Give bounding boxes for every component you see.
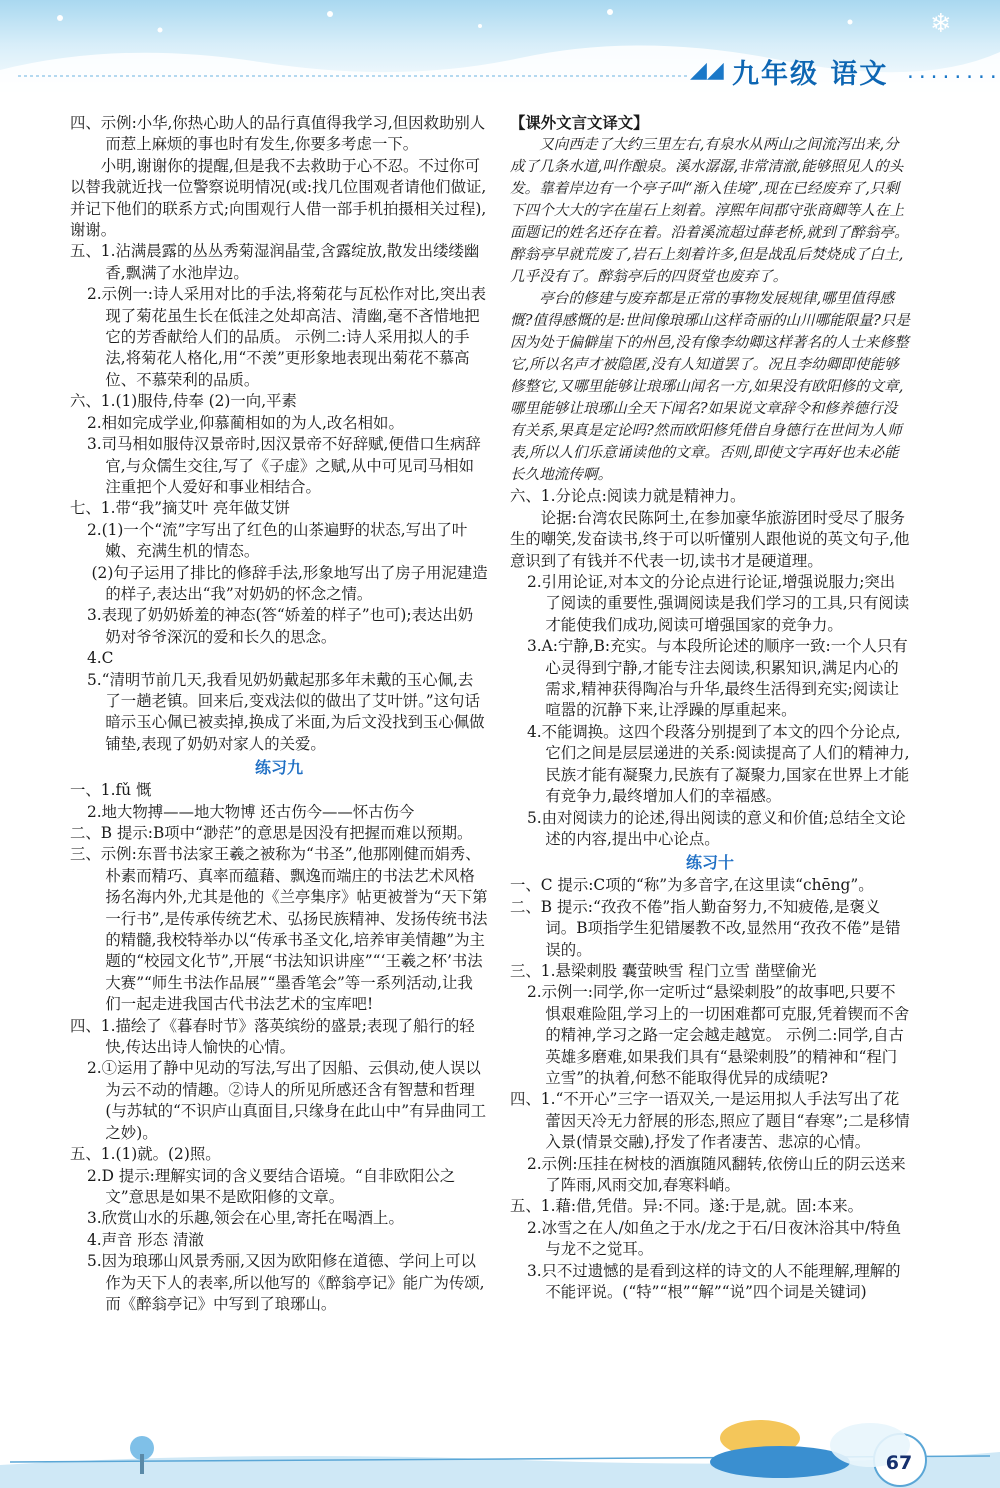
answer-paragraph: 论据:台湾农民陈阿土,在参加豪华旅游团时受尽了服务生的嘲笑,发奋读书,终于可以听懂别人跟他说的英文句子,他意识到了有钱并不代表一切,读书才是硬道理。 — [510, 508, 910, 570]
answer-paragraph: 六、1.(1)服侍,侍奉 (2)一向,平素 — [70, 392, 297, 411]
answer-paragraph: 2.相如完成学业,仰慕蔺相如的为人,改名相如。 — [86, 413, 404, 432]
section-heading: 练习九 — [254, 758, 303, 778]
header-title: 九年级 语文 — [732, 59, 889, 90]
answer-paragraph: 三、示例:东晋书法家王羲之被称为“书圣”,他那刚健而娟秀、朴素而精巧、真率而蕴藉、飘逸而端庄的书法艺术风格扬名海内外,尤其是他的《兰亭集序》帖更被誉为“天下第一行书”,是传承传统艺术、弘扬民族精神、发扬传统书法的精髓,我校特举办以“传承书圣文化,培养审美情趣”为主题的“校园文化节”,开展“书法知识讲座”“‘王羲之杯’书法大赛”“师生书法作品展”“墨香笔会”等一系列活动,让我们一起走进我国古代书法艺术的宝库吧! — [70, 845, 488, 1014]
answer-paragraph: 5.因为琅琊山风景秀丽,又因为欧阳修在道德、学问上可以作为天下人的表率,所以他写的《醉翁亭记》能广为传颂,而《醉翁亭记》中写到了琅琊山。 — [86, 1252, 485, 1313]
answer-paragraph: 又向西走了大约三里左右,有泉水从两山之间流泻出来,分成了几条水道,叫作酿泉。溪水潺潺,非常清澈,能够照见人的头发。靠着岸边有一个亭子叫“渐入佳境”,现在已经废弃了,只剩下四个大大的字在崖石上刻着。淳熙年间郡守张商卿等人在上面题记的姓名还存在着。沿着溪流超过薛老桥,就到了醉翁亭。醉翁亭早就荒废了,岩石上刻着许多,但是战乱后焚烧成了白土,几乎没有了。醉翁亭后的四贤堂也废弃了。 — [510, 136, 909, 286]
answer-paragraph: (2)句子运用了排比的修辞手法,形象地写出了房子用泥建造的样子,表达出“我”对奶奶的怀念之情。 — [91, 563, 488, 603]
answer-paragraph: 2.示例:压挂在树枝的酒旗随风翻转,依傍山丘的阴云送来了阵雨,风雨交加,春寒料峭。 — [526, 1154, 906, 1194]
right-column — [510, 113, 910, 1303]
answer-paragraph: 3.表现了奶奶娇羞的神态(答“娇羞的样子”也可);表达出奶奶对爷爷深沉的爱和长久的思念。 — [86, 606, 474, 646]
answer-paragraph: 小明,谢谢你的提醒,但是我不去救助于心不忍。不过你可以替我就近找一位警察说明情况(或:找几位围观者请他们做证,并记下他们的联系方式;向围观行人借一部手机拍摄相关过程),谢谢。 — [70, 156, 487, 240]
answer-paragraph: 五、1.藉:借,凭借。异:不同。遂:于是,就。固:本来。 — [510, 1197, 864, 1216]
answer-paragraph: 2.示例一:诗人采用对比的手法,将菊花与瓦松作对比,突出表现了菊花虽生长在低洼之处却高洁、清幽,毫不吝惜地把它的芳香献给人们的品质。 示例二:诗人采用拟人的手法,将菊花人格化,用“不羡”更形象地表现出菊花不慕高位、不慕荣利的品质。 — [86, 285, 486, 389]
svg-text:❄: ❄ — [930, 9, 952, 39]
answer-paragraph: 四、1.“不开心”三字一语双关,一是运用拟人手法写出了花蕾因天冷无力舒展的形态,照应了题目“春寒”;二是移情入景(情景交融),抒发了作者凄苦、悲凉的心情。 — [510, 1090, 910, 1152]
answer-paragraph: 3.司马相如服侍汉景帝时,因汉景帝不好辞赋,便借口生病辞官,与众儒生交往,写了《子虚》之赋,从中可见司马相如注重把个人爱好和事业相结合。 — [86, 435, 481, 496]
answer-paragraph: 3.A:宁静,B:充实。与本段所论述的顺序一致:一个人只有心灵得到宁静,才能专注去阅读,积累知识,满足内心的需求,精神获得陶冶与升华,最终生活得到充实;阅读让喧嚣的沉静下来,让浮躁的厚重起来。 — [526, 637, 908, 720]
answer-paragraph: 一、C 提示:C项的“称”为多音字,在这里读“chēng”。 — [510, 876, 874, 895]
header-dots: ........ — [905, 62, 1000, 83]
answer-paragraph: 五、1.(1)就。(2)照。 — [70, 1145, 221, 1164]
answer-paragraph: 二、B 提示:“孜孜不倦”指人勤奋努力,不知疲倦,是褒义词。B项指学生犯错屡教不改,显然用“孜孜不倦”是错误的。 — [510, 897, 901, 959]
answer-paragraph: 2.地大物搏——地大物博 还古伤今——怀古伤今 — [86, 802, 415, 821]
page-number: 67 — [885, 1452, 913, 1474]
answer-paragraph: 【课外文言文译文】 — [510, 114, 649, 132]
answer-paragraph: 5.“清明节前几天,我看见奶奶戴起那多年未戴的玉心佩,去了一趟老镇。回来后,变戏法似的做出了艾叶饼。”这句话暗示玉心佩已被卖掉,换成了米面,为后文没找到玉心佩做铺垫,表现了奶奶对家人的关爱。 — [86, 670, 485, 753]
answer-paragraph: 2.(1)一个“流”字写出了红色的山茶遍野的状态,写出了叶嫩、充满生机的情态。 — [86, 520, 468, 561]
section-heading: 练习十 — [685, 853, 734, 873]
left-column — [70, 113, 488, 1315]
answer-paragraph: 2.D 提示:理解实词的含义要结合语境。“自非欧阳公之文”意思是如果不是欧阳修的文章。 — [86, 1166, 456, 1206]
answer-paragraph: 2.示例一:同学,你一定听过“悬梁刺股”的故事吧,只要不惧艰难险阻,学习上的一切困难都可克服,凭着锲而不舍的精神,学习之路一定会越走越宽。 示例二:同学,自古英雄多磨难,如果我们具有“悬梁刺股”的精神和“程门立雪”的执着,何愁不能取得优异的成绩呢? — [526, 983, 910, 1087]
answer-paragraph: 四、1.描绘了《暮春时节》落英缤纷的盛景;表现了船行的轻快,传达出诗人愉快的心情。 — [70, 1016, 475, 1057]
answer-paragraph: 四、示例:小华,你热心助人的品行真值得我学习,但因救助别人而惹上麻烦的事也时有发生,你要多考虑一下。 — [70, 114, 486, 154]
answer-paragraph: 一、1.fǔ 慨 — [70, 781, 152, 800]
answer-paragraph: 2.冰雪之在人/如鱼之于水/龙之于石/日夜沐浴其中/特鱼与龙不之觉耳。 — [526, 1218, 901, 1259]
answer-paragraph: 3.欣赏山水的乐趣,领会在心里,寄托在喝酒上。 — [86, 1209, 404, 1228]
answer-paragraph: 4.声音 形态 清澈 — [86, 1230, 204, 1249]
answer-paragraph: 六、1.分论点:阅读力就是精神力。 — [510, 487, 746, 506]
footer-decoration-icon — [0, 1390, 1000, 1488]
answer-paragraph: 2.①运用了静中见动的写法,写出了因船、云俱动,使人误以为云不动的情趣。②诗人的所见所感还含有智慧和哲理(与苏轼的“不识庐山真面目,只缘身在此山中”有异曲同工之妙)。 — [86, 1059, 487, 1142]
answer-paragraph: 五、1.沾满晨露的丛丛秀菊湿润晶莹,含露绽放,散发出缕缕幽香,飘满了水池岸边。 — [70, 242, 480, 282]
answer-paragraph: 亭台的修建与废弃都是正常的事物发展规律,哪里值得感慨?值得感慨的是:世间像琅琊山这样奇丽的山川哪能限量?只是因为处于偏僻崖下的州邑,没有像李幼卿这样著名的人士来修整它,所以名声才被隐匿,没有人知道罢了。况且李幼卿即使能够修整它,又哪里能够让琅琊山闻名一方,如果没有欧阳修的文章,哪里能够让琅琊山全天下闻名?如果说文章辞令和修养德行没有关系,果真是定论吗?然而欧阳修凭借自身德行在世间为人师表,所以人们乐意诵读他的文章。否则,即使文字再好也未必能长久地流传啊。 — [510, 290, 911, 484]
answer-paragraph: 二、B 提示:B项中“渺茫”的意思是因没有把握而难以预期。 — [70, 824, 473, 842]
answer-paragraph: 3.只不过遗憾的是看到这样的诗文的人不能理解,理解的不能评说。(“特”“根”“解”“说”四个词是关键词) — [526, 1261, 901, 1302]
answer-paragraph: 5.由对阅读力的论述,得出阅读的意义和价值;总结全文论述的内容,提出中心论点。 — [526, 808, 906, 848]
answer-paragraph: 4.不能调换。这四个段落分别提到了本文的四个分论点,它们之间是层层递进的关系:阅读提高了人们的精神力,民族才能有凝聚力,民族有了凝聚力,国家在世界上才能有竞争力,最终增加人们的幸福感。 — [526, 722, 910, 806]
answer-paragraph: 三、1.悬梁刺股 囊萤映雪 程门立雪 凿壁偷光 — [510, 961, 817, 980]
answer-paragraph: 4.C — [86, 649, 114, 668]
answer-paragraph: 七、1.带“我”摘艾叶 亮年做艾饼 — [70, 499, 291, 518]
header-arrows-icon: ◢◢ — [690, 58, 724, 83]
page-header — [0, 0, 1000, 100]
answer-paragraph: 2.引用论证,对本文的分论点进行论证,增强说服力;突出了阅读的重要性,强调阅读是我们学习的工具,只有阅读才能使我们成功,阅读可增强国家的竞争力。 — [526, 573, 910, 634]
